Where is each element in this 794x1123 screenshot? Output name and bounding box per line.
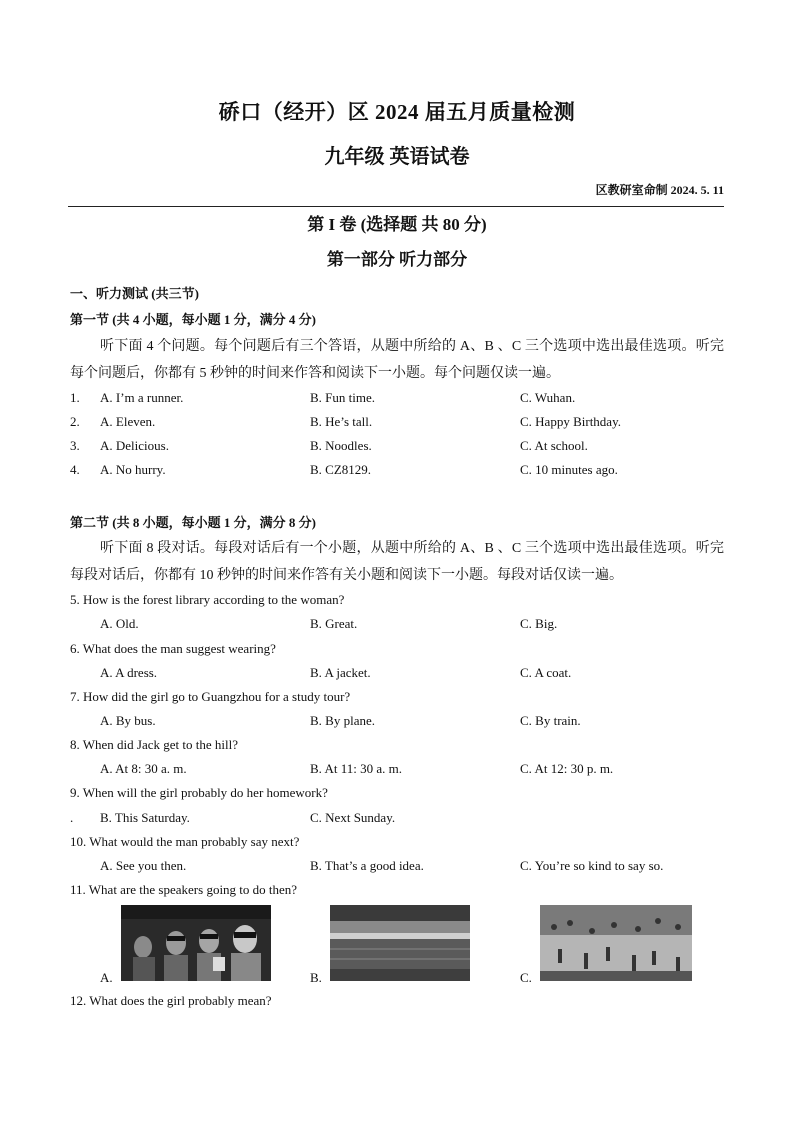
- option-c: C. Wuhan.: [520, 390, 576, 405]
- question-stem: 6. What does the man suggest wearing?: [70, 641, 276, 656]
- question-stem: 8. When did Jack get to the hill?: [70, 737, 238, 752]
- option-a: A. I’m a runner.: [100, 390, 184, 405]
- option-c: C. At school.: [520, 438, 588, 453]
- option-c: C. At 12: 30 p. m.: [520, 761, 614, 776]
- option-c: C. A coat.: [520, 665, 572, 680]
- beach-crowd-image: [540, 905, 692, 981]
- exam-title: 硚口（经开）区 2024 届五月质量检测: [218, 100, 576, 124]
- question-row: [70, 390, 724, 412]
- option-c: C. Happy Birthday.: [520, 414, 621, 429]
- section2-heading: 第二节 (共 8 小题，每小题 1 分，满分 8 分): [70, 515, 316, 530]
- question-stem: 9. When will the girl probably do her homework?: [70, 785, 328, 800]
- option-b: B. That’s a good idea.: [310, 858, 424, 873]
- stadium-image: [330, 905, 470, 981]
- section1-instructions: 听下面 4 个问题。每个问题后有三个答语，从题中所给的 A、B 、C 三个选项中选出最佳选项。听完每个问题后，你都有 5 秒钟的时间来作答和阅读下一小题。每个问题仅读一遍。: [70, 339, 724, 381]
- option-b: B. Noodles.: [310, 438, 372, 453]
- option-c: C. By train.: [520, 713, 581, 728]
- option-a: A. At 8: 30 a. m.: [100, 761, 187, 776]
- exam-subtitle: 九年级 英语试卷: [324, 146, 470, 168]
- option-a: A. See you then.: [100, 858, 187, 873]
- section-heading: 一、听力测试 (共三节): [70, 286, 199, 301]
- question-row: [70, 438, 724, 460]
- option-c-label: C.: [520, 970, 532, 985]
- volume-title: 第 I 卷 (选择题 共 80 分): [307, 215, 487, 234]
- part-title: 第一部分 听力部分: [326, 250, 468, 269]
- option-c: C. Big.: [520, 616, 558, 631]
- question-row: [70, 462, 724, 484]
- option-b: B. At 11: 30 a. m.: [310, 761, 402, 776]
- question-stem: 7. How did the girl go to Guangzhou for a study tour?: [70, 689, 351, 704]
- header-divider: [68, 206, 724, 207]
- question-stem: 5. How is the forest library according to the woman?: [70, 592, 345, 607]
- question-number: 1.: [70, 390, 80, 405]
- question-row: [70, 761, 724, 783]
- option-a: A. By bus.: [100, 713, 156, 728]
- option-a: A. Old.: [100, 616, 139, 631]
- question-stem: 12. What does the girl probably mean?: [70, 993, 272, 1008]
- question-row: [70, 713, 724, 735]
- question-row: [70, 810, 724, 832]
- option-b: B. A jacket.: [310, 665, 371, 680]
- option-b: B. He’s tall.: [310, 414, 373, 429]
- section2-instructions: 听下面 8 段对话。每段对话后有一个小题，从题中所给的 A、B 、C 三个选项中选出最佳选项。听完每段对话后，你都有 10 秒钟的时间来作答有关小题和阅读下一小题。每段对话仅读一遍。: [70, 541, 724, 583]
- option-a: A. Eleven.: [100, 414, 156, 429]
- question-number: 3.: [70, 438, 80, 453]
- option-b-label: B.: [310, 970, 322, 985]
- question-row: [70, 665, 724, 687]
- option-b: B. Fun time.: [310, 390, 376, 405]
- question-row: [70, 414, 724, 436]
- section1-heading: 第一节 (共 4 小题，每小题 1 分，满分 4 分): [70, 312, 316, 327]
- option-b: B. CZ8129.: [310, 462, 372, 477]
- author-line: 区教研室命制 2024. 5. 11: [595, 183, 724, 197]
- option-a: .: [70, 810, 74, 825]
- question-stem: 10. What would the man probably say next?: [70, 834, 300, 849]
- question-row: [70, 616, 724, 638]
- option-a: A. No hurry.: [100, 462, 166, 477]
- question-stem: 11. What are the speakers going to do then?: [70, 882, 298, 897]
- question-number: 4.: [70, 462, 80, 477]
- option-c: C. You’re so kind to say so.: [520, 858, 664, 873]
- option-b: B. Great.: [310, 616, 358, 631]
- option-a: A. Delicious.: [100, 438, 169, 453]
- option-c: C. 10 minutes ago.: [520, 462, 618, 477]
- option-a-label: A.: [100, 970, 113, 985]
- option-c: C. Next Sunday.: [310, 810, 396, 825]
- question-number: 2.: [70, 414, 80, 429]
- question-row: [70, 858, 724, 880]
- option-b: B. By plane.: [310, 713, 375, 728]
- cinema-audience-image: [121, 905, 271, 981]
- option-b: B. This Saturday.: [100, 810, 190, 825]
- option-a: A. A dress.: [100, 665, 158, 680]
